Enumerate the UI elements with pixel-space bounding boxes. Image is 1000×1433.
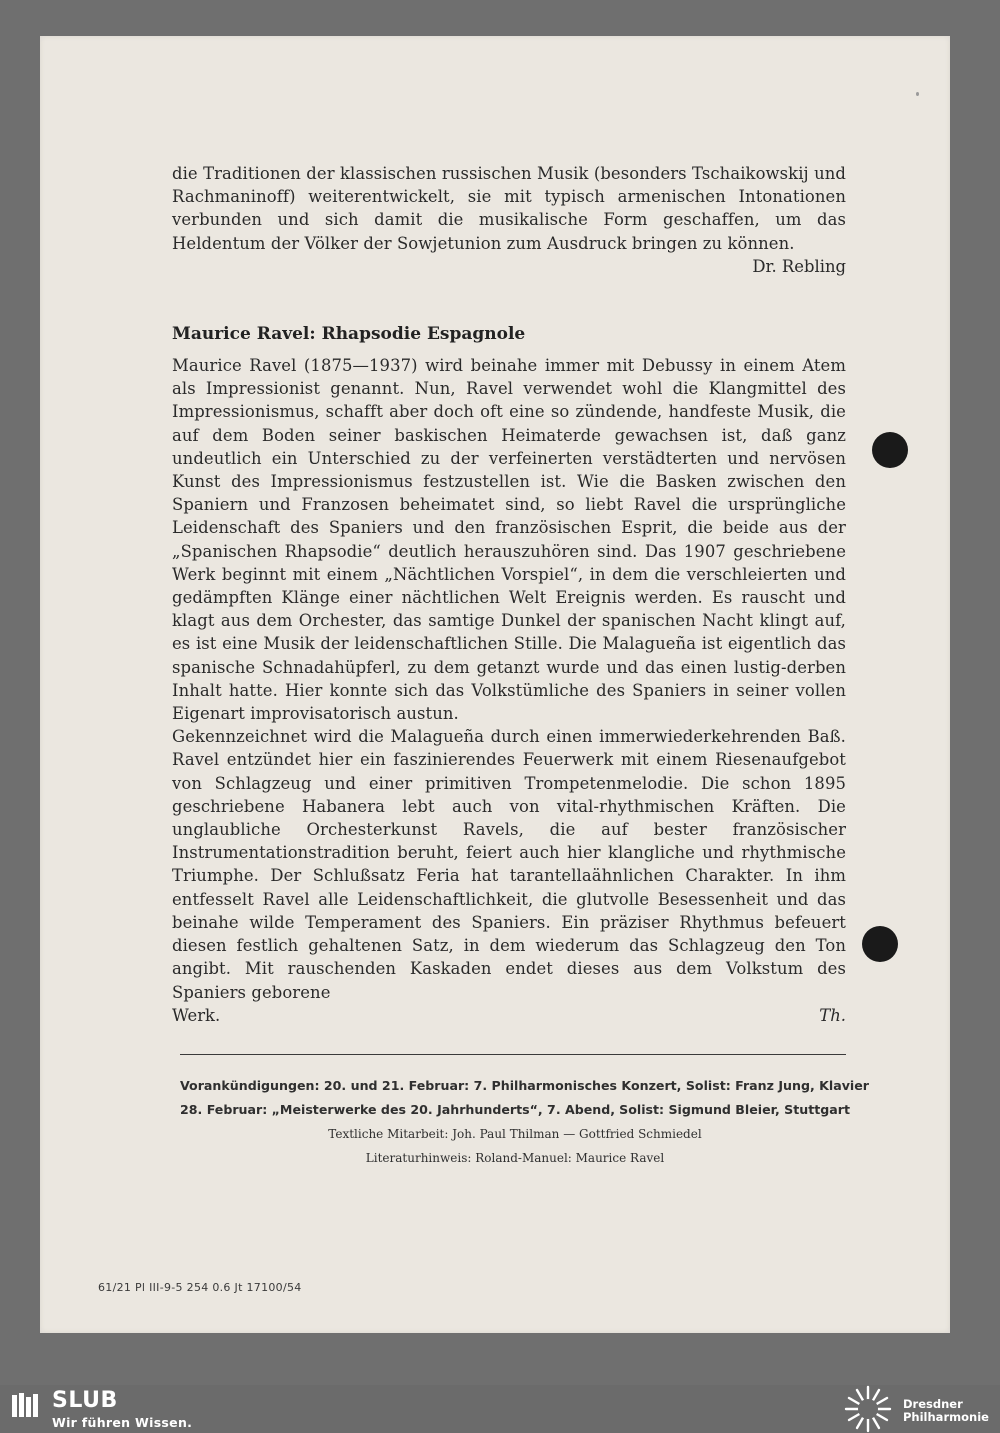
literature-line: Literaturhinweis: Roland-Manuel: Maurice Ravel — [365, 1151, 665, 1165]
paper-speck — [916, 92, 919, 96]
paragraph-2-last-word: Werk. — [172, 1005, 221, 1025]
punch-hole-bottom — [862, 926, 898, 962]
announcement-line-2-right: Solist: Sigmund Bleier, Stuttgart — [619, 1102, 850, 1117]
paragraph-1: Maurice Ravel (1875—1937) wird beinahe immer mit Debussy in einem Atem als Impressionist genannt. Nun, Ravel verwendet wohl die Klangmittel des Impressionismus, schafft aber doch oft eine so zündende, handfeste Musik, die auf dem Boden seiner baskischen Heimaterde gewachsen ist, daß ganz undeutlich ein Unterschied zu der verfeinerten verstädterten und nervösen Kunst des Impressionismus festzustellen ist. Wie die Basken zwischen den Spaniern und Franzosen beheimatet sind, so liebt Ravel die ursprüngliche Leidenschaft des Spaniers und den französischen Esprit, die beide aus der „Spanischen Rhapsodie“ deutlich herauszuhören sind. Das 1907 geschriebene Werk beginnt mit einem „Nächtlichen Vorspiel“, in dem die verschleierten und gedämpften Klänge einer nächtlichen Welt Ereignis werden. Es rauscht und klagt aus dem Orchester, das samtige Dunkel der spanischen Nacht klingt auf, es ist eine Musik der leidenschaftlichen Stille. Die Malagueña ist eigentlich das spanische Schnadahüpferl, zu dem getanzt wurde und das einen lustig-derben Inhalt hatte. Hier konnte sich das Volkstümliche des Spaniers in seiner vollen Eigenart improvisatorisch austun. — [172, 356, 846, 724]
announcement-line-2-left: 28. Februar: „Meisterwerke des 20. Jahrhunderts“, 7. Abend, — [180, 1102, 616, 1117]
library-tagline: Wir führen Wissen. — [52, 1415, 193, 1430]
sunburst-icon[interactable] — [840, 1385, 896, 1433]
credits-line: Textliche Mitarbeit: Joh. Paul Thilman — Gottfried Schmiedel — [328, 1127, 702, 1141]
book-stack-icon[interactable] — [10, 1391, 40, 1421]
paragraph-2-author: Th. — [819, 1005, 846, 1025]
paragraph-2-closing — [172, 1004, 846, 1027]
footer-notes — [180, 1074, 869, 1170]
partner-name-line1: Dresdner — [903, 1397, 963, 1411]
article-content — [172, 162, 846, 1027]
partner-name[interactable] — [903, 1398, 989, 1424]
partner-name-line2: Philharmonie — [903, 1410, 989, 1424]
announcement-line-2 — [180, 1098, 850, 1122]
announcement-line-1: Vorankündigungen: 20. und 21. Februar: 7. Philharmonisches Konzert, Solist: Franz Jung, Klavier — [180, 1078, 869, 1093]
paragraph-2: Gekennzeichnet wird die Malagueña durch einen immerwiederkehrenden Baß. Ravel entzündet hier ein faszinierendes Feuerwerk mit einem Riesenaufgebot von Schlagzeug und einer primitiven Trompetenmelodie. Die schon 1895 geschriebene Habanera lebt auch von vital-rhythmischen Kräften. Die unglaubliche Orchesterkunst Ravels, die auf bester französischer Instrumentationstradition beruht, feiert auch hier klangliche und rhythmische Triumphe. Der Schlußsatz Feria hat tarantellaähnlichen Charakter. In ihm entfesselt Ravel alle Leidenschaftlichkeit, die glutvolle Besessenheit und das beinahe wilde Temperament des Spaniers. Ein präziser Rhythmus befeuert diesen festlich gehaltenen Satz, in dem wiederum das Schlagzeug den Ton angibt. Mit rauschenden Kaskaden endet dieses aus dem Volkstum des Spaniers geborene — [172, 727, 846, 1002]
punch-hole-top — [872, 432, 908, 468]
intro-paragraph: die Traditionen der klassischen russischen Musik (besonders Tschaikowskij und Rachmaninoff) weiterentwickelt, sie mit typisch armenischen Intonationen verbunden und sich damit die musikalische Form geschaffen, um das Heldentum der Völker der Sowjetunion zum Ausdruck bringen zu können. — [172, 164, 846, 253]
viewer-banner — [0, 1385, 1000, 1433]
intro-author: Dr. Rebling — [752, 256, 846, 276]
document-page — [40, 36, 950, 1333]
section-title: Maurice Ravel: Rhapsodie Espagnole — [172, 324, 526, 345]
footer-divider — [180, 1054, 846, 1055]
print-code: 61/21 Pl III-9-5 254 0.6 Jt 17100/54 — [98, 1281, 302, 1294]
library-name[interactable]: SLUB — [52, 1388, 118, 1413]
